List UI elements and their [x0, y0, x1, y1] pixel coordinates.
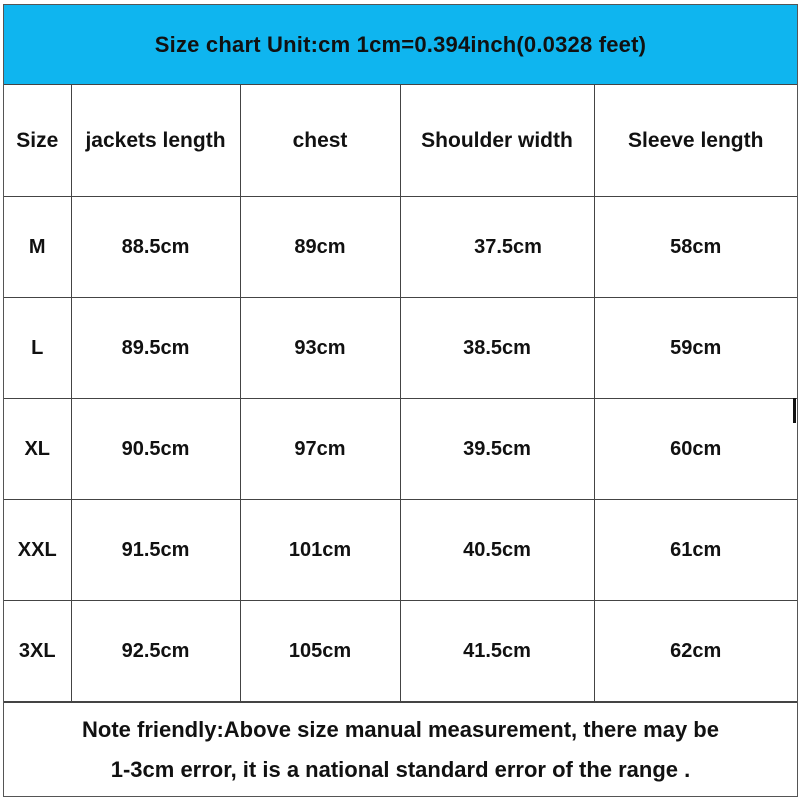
header-size: Size [4, 85, 71, 197]
cell-sleeve-length: 59cm [594, 298, 797, 399]
size-chart [3, 4, 798, 797]
cell-size: L [4, 298, 71, 399]
cell-chest: 93cm [240, 298, 400, 399]
cell-chest: 105cm [240, 601, 400, 702]
cell-shoulder-width: 41.5cm [400, 601, 594, 702]
header-sleeve-length: Sleeve length [594, 85, 797, 197]
cell-sleeve-length: 62cm [594, 601, 797, 702]
table-row [4, 298, 797, 399]
size-chart-banner: Size chart Unit:cm 1cm=0.394inch(0.0328 feet) [4, 5, 797, 85]
cell-shoulder-width: 40.5cm [400, 500, 594, 601]
cell-jackets-length: 92.5cm [71, 601, 240, 702]
cell-sleeve-length: 60cm [594, 399, 797, 500]
header-jackets-length: jackets length [71, 85, 240, 197]
cell-size: XXL [4, 500, 71, 601]
edge-tick-mark [793, 398, 796, 423]
cell-sleeve-length: 61cm [594, 500, 797, 601]
header-chest: chest [240, 85, 400, 197]
note-line-2: 1-3cm error, it is a national standard error of the range . [110, 756, 691, 782]
cell-chest: 97cm [240, 399, 400, 500]
cell-shoulder-width: 38.5cm [400, 298, 594, 399]
cell-chest: 101cm [240, 500, 400, 601]
table-row [4, 500, 797, 601]
table-row [4, 399, 797, 500]
table-row [4, 601, 797, 702]
cell-jackets-length: 89.5cm [71, 298, 240, 399]
cell-shoulder-width: 37.5cm [400, 197, 594, 298]
cell-size: 3XL [4, 601, 71, 702]
cell-jackets-length: 88.5cm [71, 197, 240, 298]
cell-jackets-length: 91.5cm [71, 500, 240, 601]
cell-shoulder-width: 39.5cm [400, 399, 594, 500]
size-table [4, 85, 797, 702]
cell-size: M [4, 197, 71, 298]
table-header-row [4, 85, 797, 197]
measurement-note [4, 702, 797, 796]
note-line-1: Note friendly:Above size manual measurement, there may be [82, 716, 719, 742]
cell-jackets-length: 90.5cm [71, 399, 240, 500]
table-row [4, 197, 797, 298]
header-shoulder-width: Shoulder width [400, 85, 594, 197]
cell-chest: 89cm [240, 197, 400, 298]
cell-size: XL [4, 399, 71, 500]
cell-sleeve-length: 58cm [594, 197, 797, 298]
